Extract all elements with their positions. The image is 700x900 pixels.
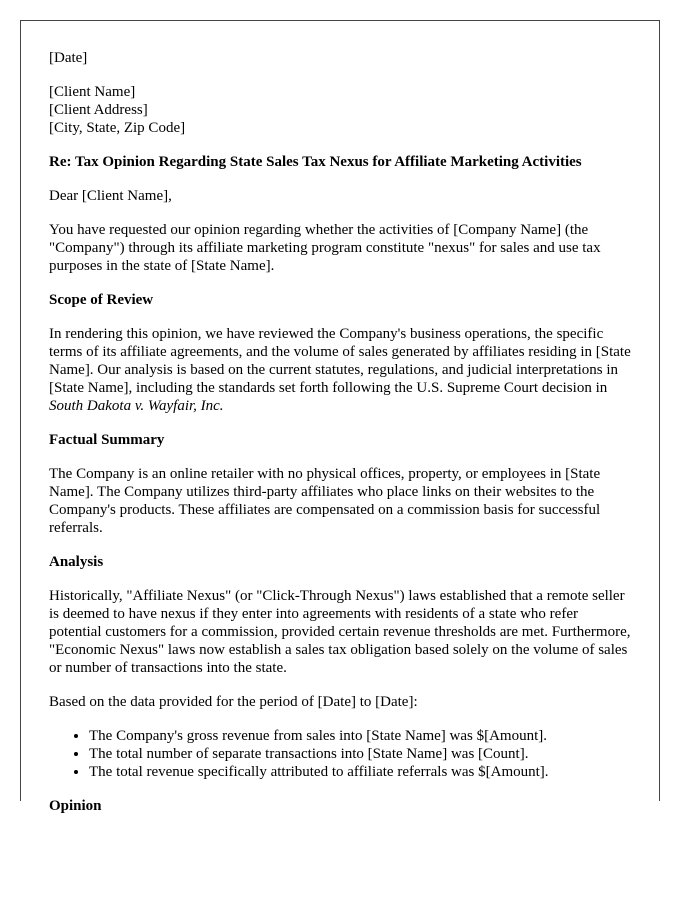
scope-heading: Scope of Review (49, 292, 154, 308)
intro-paragraph: You have requested our opinion regarding whether the activities of [Company Name] (the "Company") through its affiliate marketing program constitute "nexus" for sales and use tax purposes in the state of [State Name]. (49, 222, 601, 274)
client-name: [Client Name] (49, 84, 136, 100)
factual-heading: Factual Summary (49, 432, 165, 448)
analysis-paragraph: Historically, "Affiliate Nexus" (or "Click-Through Nexus") laws established that a remote seller is deemed to have nexus if they enter into agreements with residents of a state who refer potential customers for a commission, provided certain revenue thresholds are met. Furthermore, "Economic Nexus" laws now establish a sales tax obligation based solely on the volume of sales or number of transactions into the state. (49, 588, 631, 676)
subject-line: Re: Tax Opinion Regarding State Sales Tax Nexus for Affiliate Marketing Activities (49, 154, 582, 170)
bullet-transaction-count: • The total number of separate transactions into [State Name] was [Count]. (89, 745, 634, 763)
client-address-block (49, 83, 634, 137)
data-bullet-list (49, 727, 634, 781)
factual-paragraph: The Company is an online retailer with no physical offices, property, or employees in [State Name]. The Company utilizes third-party affiliates who place links on their websites to the Company's products. These affiliates are compensated on a commission basis for successful referrals. (49, 466, 601, 536)
case-citation: South Dakota v. Wayfair, Inc. (49, 398, 224, 414)
salutation: Dear [Client Name], (49, 188, 172, 204)
period-paragraph: Based on the data provided for the period of [Date] to [Date]: (49, 694, 418, 710)
scope-paragraph (49, 325, 634, 415)
letter-page (20, 20, 660, 814)
scope-text: In rendering this opinion, we have reviewed the Company's business operations, the specific terms of its affiliate agreements, and the volume of sales generated by affiliates residing in [State Name]. Our analysis is based on the current statutes, regulations, and judicial interpretations in [State Name], including the standards set forth following the U.S. Supreme Court decision in (49, 326, 631, 396)
analysis-heading: Analysis (49, 554, 104, 570)
client-address: [Client Address] (49, 102, 148, 118)
letter-body (49, 49, 634, 815)
letter-date: [Date] (49, 50, 88, 66)
bullet-affiliate-revenue: • The total revenue specifically attributed to affiliate referrals was $[Amount]. (89, 763, 634, 781)
opinion-heading: Opinion (49, 798, 102, 814)
bullet-gross-revenue: • The Company's gross revenue from sales into [State Name] was $[Amount]. (89, 727, 634, 745)
client-city-state-zip: [City, State, Zip Code] (49, 120, 186, 136)
